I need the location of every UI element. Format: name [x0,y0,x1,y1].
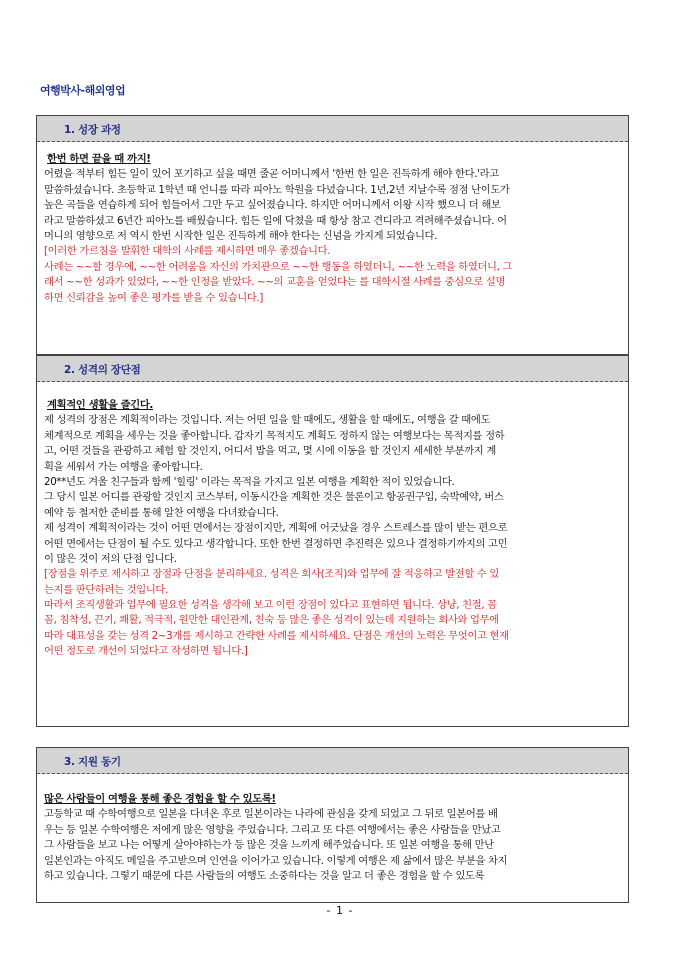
advice-line: 하면 신뢰감을 높여 좋은 평가를 받을 수 있습니다.] [44,291,263,304]
section-growth [36,115,629,355]
section-personality [36,355,629,727]
body-line: 어렸을 적부터 힘든 일이 있어 포기하고 싶을 때면 줄곧 어머니께서 '한번 한 일은 진득하게 해야 한다.'라고 [44,168,499,181]
body-line: 제 성격의 장점은 계획적이라는 것입니다. 저는 어떤 일을 할 때에도, 생활을 할 때에도, 여행을 갈 때에도 [44,414,491,427]
advice-line: 래서 ~~한 성과가 있었다, ~~한 인정을 받았다. ~~의 교훈을 얻었다는 를 대학시절 사례를 중심으로 설명 [44,276,506,289]
section-title: 3. 지원 동기 [64,756,121,768]
section-headline: 많은 사람들이 여행을 통해 좋은 경험을 할 수 있도록! [44,793,276,805]
body-line: 우는 등 일본 수학여행은 저에게 많은 영향을 주었습니다. 그리고 또 다른 여행에서는 좋은 사람들을 만났고 [44,823,501,836]
advice-line: 꼼, 침착성, 끈기, 쾌활, 적극적, 원만한 대인관계, 친숙 등 많은 좋은 성격이 있는데 지원하는 회사와 업무에 [44,614,499,627]
body-line: 20**년도 겨울 친구들과 함께 '힐링' 이라는 목적을 가지고 일본 여행을 계획한 적이 있었습니다. [44,475,455,488]
advice-line: 사례는 ~~할 경우에, ~~한 어려움을 자신의 가치관으로 ~~한 행동을 하였더니, ~~한 노력을 하였더니, 그 [44,260,513,273]
body-line: 말씀하셨습니다. 초등학교 1학년 때 언니를 따라 피아노 학원을 다녔습니다. 1년,2년 지날수록 점점 난이도가 [44,183,510,196]
document-header: 여행박사-해외영업 [40,84,126,97]
section-header [37,748,628,774]
body-line: 제 성격이 계획적이라는 것이 어떤 면에서는 장점이지만, 계획에 어긋났을 경우 스트레스를 많이 받는 편으로 [44,522,508,535]
advice-line: [장점을 위주로 제시하고 장점과 단점을 분리하세요. 성격은 회사(조직)와 업무에 잘 적응하고 발전할 수 있 [44,568,499,581]
body-line: 획을 세워서 가는 여행을 좋아합니다. [44,460,203,473]
section-motivation [36,747,629,903]
advice-line: [이러한 가르침을 발휘한 대학의 사례를 제시하면 매우 좋겠습니다. [44,245,331,258]
section-title: 1. 성장 과정 [64,124,121,136]
body-line: 일본인과는 아직도 메일을 주고받으며 인연을 이어가고 있습니다. 이렇게 여행은 제 삶에서 많은 부분을 차지 [44,854,508,867]
page-number: - 1 - [326,904,354,917]
body-line: 예약 등 철저한 준비를 통해 알찬 여행을 다녀왔습니다. [44,506,279,519]
section-header [37,356,628,382]
section-body [37,774,628,884]
advice-line: 따라서 조직생활과 업무에 필요한 성격을 생각해 보고 이런 장점이 있다고 표현하면 됩니다. 상냥, 친절, 꼼 [44,599,497,612]
advice-line: 는지를 판단하려는 것입니다. [44,583,168,596]
body-line: 라고 말씀하셨고 6년간 피아노를 배웠습니다. 힘든 일에 닥쳤을 때 항상 참고 견디라고 격려해주셨습니다. 어 [44,214,507,227]
body-line: 어떤 면에서는 단점이 될 수도 있다고 생각합니다. 또한 한번 결정하면 추진력은 있으나 결정하기까지의 고민 [44,537,508,550]
body-line: 그 당시 일본 어디를 관광할 것인지 코스부터, 이동시간을 계획한 것은 물론이고 항공권구입, 숙박예약, 버스 [44,491,504,504]
section-headline: 한번 하면 끝을 때 까지! [47,153,151,165]
body-line: 그 사람들을 보고 나는 어떻게 살아야하는가 등 많은 것을 느끼게 해주었습니다. 또 일본 여행을 통해 만난 [44,839,494,852]
body-line: 머니의 영향으로 저 역시 한번 시작한 일은 진득하게 해야 한다는 신념을 가지게 되었습니다. [44,229,438,242]
body-line: 이 많은 것이 저의 단점 입니다. [44,552,177,565]
body-line: 하고 있습니다. 그렇기 때문에 다른 사람들의 여행도 소중하다는 것을 알고 더 좋은 경험을 할 수 있도록 [44,869,485,882]
section-headline: 계획적인 생활을 즐긴다. [47,399,153,411]
body-line: 고, 어떤 것들을 관광하고 체험 할 것인지, 어디서 밥을 먹고, 몇 시에 이동을 할 것인지 세세한 부분까지 계 [44,445,496,458]
section-body [37,382,628,660]
body-line: 고등학교 때 수학여행으로 일본을 다녀온 후로 일본이라는 나라에 관심을 갖게 되었고 그 뒤로 일본어를 배 [44,808,498,821]
section-body [37,142,628,306]
section-title: 2. 성격의 장단점 [64,364,141,376]
section-header [37,116,628,142]
body-line: 높은 곡들을 연습하게 되어 힘들어서 그만 두고 싶어졌습니다. 하지만 어머니께서 이왕 시작 했으니 더 해보 [44,199,501,212]
body-line: 체계적으로 계획을 세우는 것을 좋아합니다. 갑자기 목적지도 계획도 정하지 않는 여행보다는 목적지를 정하 [44,429,505,442]
advice-line: 어떤 정도로 개선이 되었다고 작성하면 됩니다.] [44,645,248,658]
advice-line: 따라 대표성을 갖는 성격 2~3개를 제시하고 간략한 사례를 제시하세요. 단점은 개선의 노력은 무엇이고 현재 [44,629,509,642]
